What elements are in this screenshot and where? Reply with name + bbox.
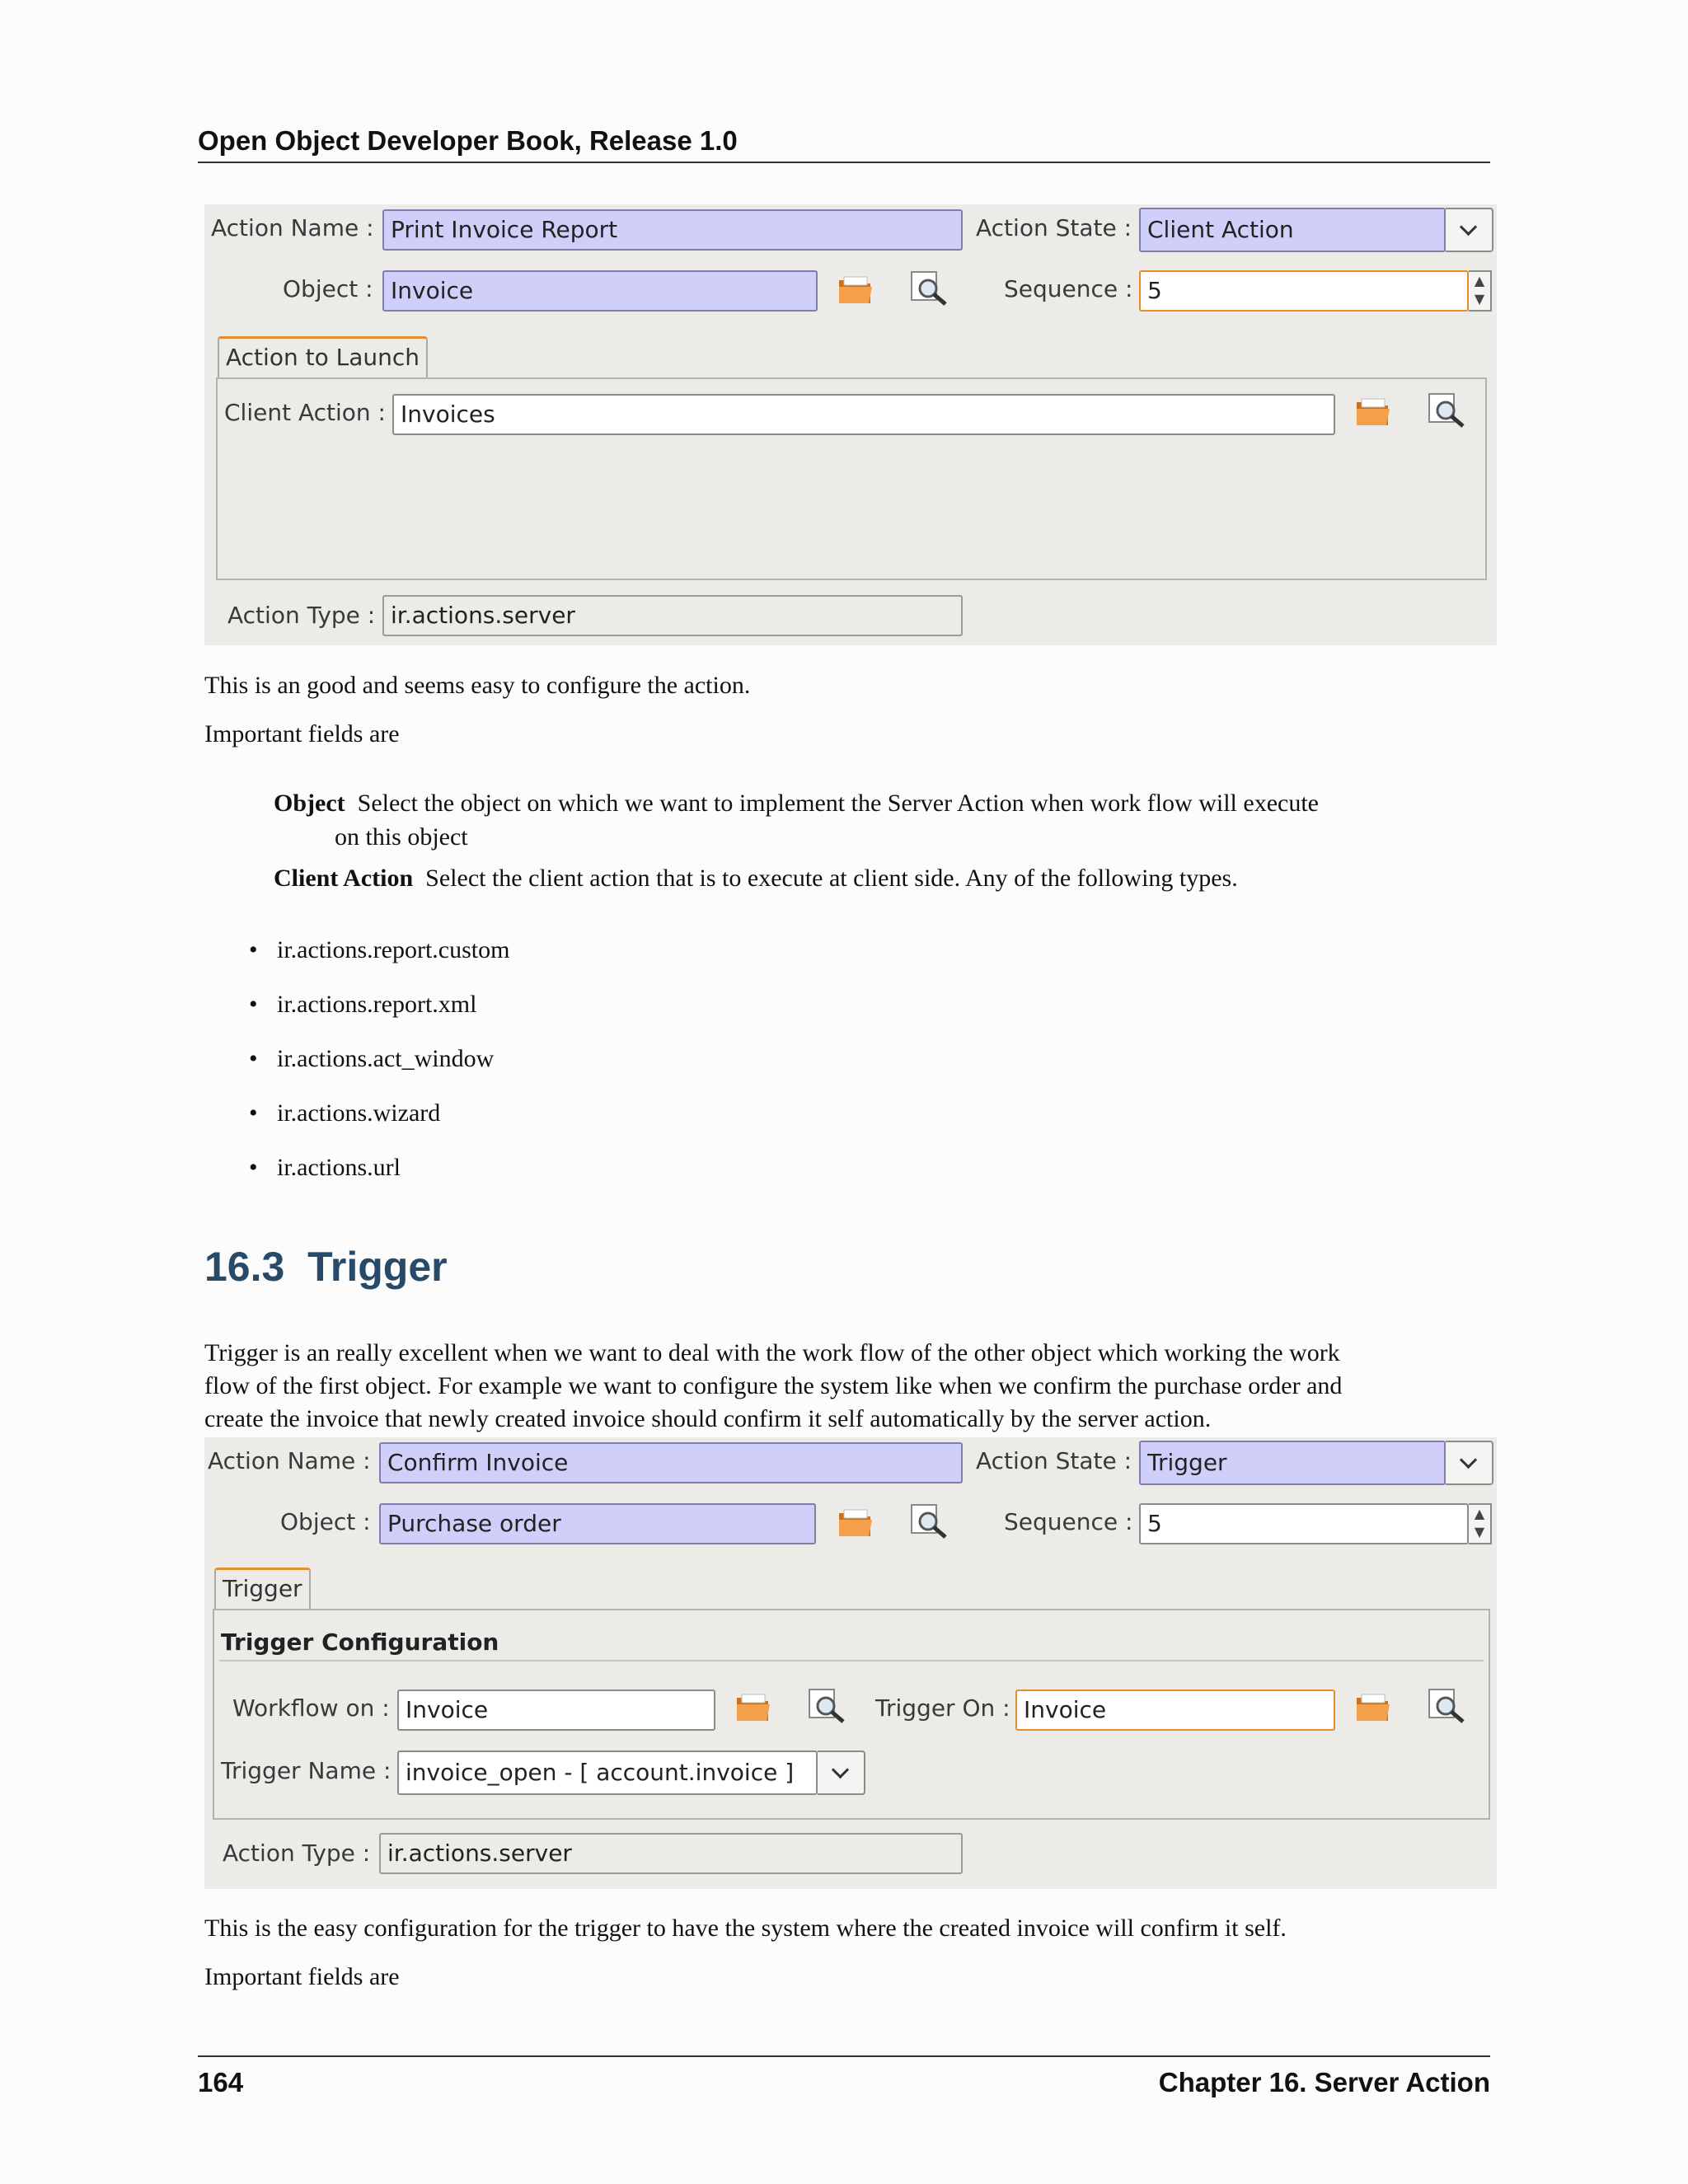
folder-open-icon[interactable] (837, 274, 874, 307)
definition-term: Object (274, 790, 345, 817)
folder-open-icon[interactable] (837, 1507, 874, 1540)
chevron-down-icon[interactable] (1446, 1441, 1493, 1485)
folder-open-icon[interactable] (1355, 1691, 1391, 1724)
tab-trigger[interactable]: Trigger (214, 1568, 311, 1609)
paragraph: This is an good and seems easy to configure the action. (204, 672, 751, 699)
action-name-field[interactable]: Print Invoice Report (382, 209, 963, 251)
object-label: Object : (283, 275, 373, 302)
search-icon[interactable] (808, 1688, 847, 1724)
folder-open-icon[interactable] (735, 1691, 771, 1724)
action-state-select[interactable]: Trigger (1139, 1441, 1446, 1485)
sequence-stepper-icon[interactable]: ▲ ▼ (1469, 1503, 1492, 1544)
sequence-label: Sequence : (1004, 275, 1133, 302)
trigger-on-field[interactable]: Invoice (1015, 1690, 1335, 1731)
tab-action-to-launch[interactable]: Action to Launch (218, 336, 428, 377)
search-icon[interactable] (910, 1503, 950, 1540)
action-name-label: Action Name : (208, 1447, 371, 1474)
action-type-field: ir.actions.server (379, 1833, 963, 1874)
search-icon[interactable] (1428, 392, 1467, 429)
action-name-field[interactable]: Confirm Invoice (379, 1442, 963, 1483)
running-header: Open Object Developer Book, Release 1.0 (198, 125, 738, 156)
object-field[interactable]: Invoice (382, 270, 818, 312)
client-action-label: Client Action : (224, 399, 386, 426)
paragraph: Important fields are (204, 720, 400, 748)
action-state-label: Action State : (976, 1447, 1132, 1474)
paragraph-line: create the invoice that newly created invoice should confirm it self automatically by the server action. (204, 1405, 1212, 1432)
search-icon[interactable] (1428, 1688, 1467, 1724)
definition-desc: Select the object on which we want to implement the Server Action when work flow will execute (357, 790, 1319, 817)
group-divider (219, 1660, 1484, 1661)
paragraph: This is the easy configuration for the trigger to have the system where the created invoice will confirm it self. (204, 1915, 1287, 1942)
action-name-label: Action Name : (211, 214, 374, 241)
sequence-stepper-icon[interactable]: ▲ ▼ (1469, 270, 1492, 312)
header-rule (198, 162, 1490, 163)
trigger-name-select[interactable]: invoice_open - [ account.invoice ] (397, 1750, 818, 1795)
list-item: • ir.actions.act_window (249, 1045, 495, 1072)
sequence-field[interactable]: 5 (1139, 1503, 1469, 1544)
list-item: • ir.actions.report.xml (249, 991, 477, 1018)
workflow-on-label: Workflow on : (232, 1694, 390, 1722)
form-screenshot-trigger (204, 1437, 1497, 1889)
trigger-name-label: Trigger Name : (221, 1757, 392, 1784)
list-item: • ir.actions.url (249, 1154, 401, 1181)
action-type-label: Action Type : (223, 1840, 371, 1867)
object-field[interactable]: Purchase order (379, 1503, 816, 1544)
trigger-on-label: Trigger On : (875, 1694, 1010, 1722)
list-item: • ir.actions.report.custom (249, 936, 510, 963)
paragraph: Important fields are (204, 1963, 400, 1990)
workflow-on-field[interactable]: Invoice (397, 1690, 715, 1731)
sequence-field[interactable]: 5 (1139, 270, 1469, 312)
page-number: 164 (198, 2067, 244, 2097)
action-type-label: Action Type : (227, 602, 376, 629)
definition-term: Client Action (274, 865, 414, 892)
definition-item (274, 787, 1319, 820)
paragraph-line: Trigger is an really excellent when we want to deal with the work flow of the other object which working the work (204, 1339, 1340, 1366)
search-icon[interactable] (910, 270, 950, 307)
form-screenshot-client-action (204, 204, 1497, 645)
chevron-down-icon[interactable] (1446, 208, 1493, 252)
footer-rule (198, 2055, 1490, 2057)
chapter-title: Chapter 16. Server Action (1158, 2067, 1490, 2097)
group-title: Trigger Configuration (221, 1629, 499, 1656)
action-state-select[interactable]: Client Action (1139, 208, 1446, 252)
section-heading: 16.3 Trigger (204, 1244, 448, 1290)
sequence-label: Sequence : (1004, 1508, 1133, 1535)
object-label: Object : (280, 1508, 371, 1535)
client-action-field[interactable]: Invoices (392, 394, 1335, 435)
folder-open-icon[interactable] (1355, 396, 1391, 429)
action-state-label: Action State : (976, 214, 1132, 241)
paragraph-line: flow of the first object. For example we want to configure the system like when we confirm the purchase order and (204, 1372, 1343, 1399)
definition-item (274, 862, 1238, 895)
chevron-down-icon[interactable] (818, 1750, 865, 1795)
definition-desc: Select the client action that is to execute at client side. Any of the following types. (425, 865, 1238, 892)
list-item: • ir.actions.wizard (249, 1099, 441, 1127)
action-type-field: ir.actions.server (382, 595, 963, 636)
definition-desc-continued: on this object (335, 823, 468, 851)
